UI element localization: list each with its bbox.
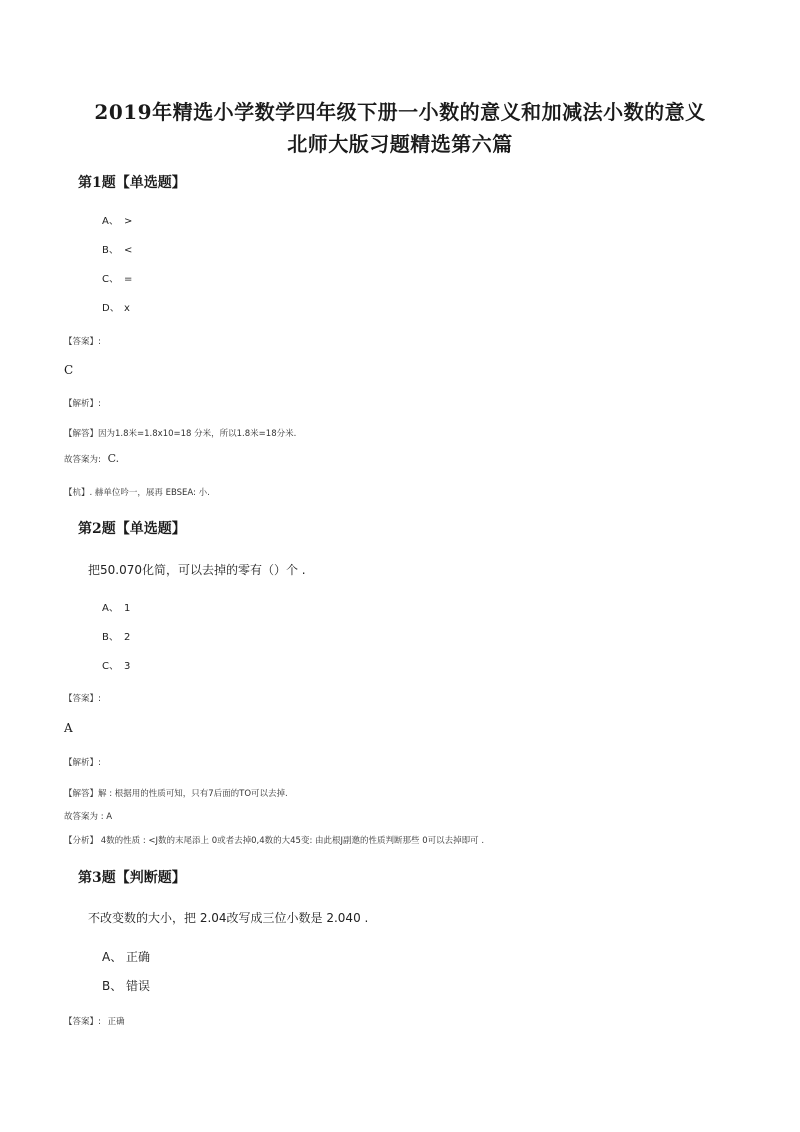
q2-option-a[interactable] <box>102 599 130 614</box>
q2-option-a-text: 1 <box>124 603 131 614</box>
q1-note: 【杭】. 赫单位吟一，展再 EBSEA: 小. <box>64 488 210 498</box>
q2-option-c[interactable] <box>102 657 130 672</box>
q1-option-d[interactable] <box>102 299 130 314</box>
q1-header: 第1题【单选题】 <box>78 175 186 191</box>
q1-conclusion-value: C. <box>107 452 120 465</box>
q2-stem: 把50.070化简，可以去掉的零有（）个 . <box>88 563 306 577</box>
q2-option-b-label: B、 <box>102 632 119 643</box>
q2-option-b-text: 2 <box>124 632 131 643</box>
q3-answer-row <box>64 1015 125 1027</box>
q3-option-b-label: B、 <box>102 979 123 993</box>
q1-option-b-text: < <box>124 245 133 256</box>
q2-solution: 【解答】解 : 根据用的性质可知，只有7后面的TO可以去掉. <box>64 789 288 799</box>
q1-conclusion-prefix: 故答案为: <box>64 455 101 465</box>
q2-option-c-label: C、 <box>102 661 119 672</box>
q3-option-a[interactable] <box>102 948 150 965</box>
q1-option-b[interactable] <box>102 241 132 256</box>
q1-solution: 【解答】因为1.8米=1.8x10=18 分米，所以1.8米=18分米. <box>64 429 297 439</box>
q1-option-c-text: = <box>124 274 133 285</box>
q2-note: 【分析】 4数的性质 : <J数的末尾添上 0或者去掉0,4数的大45变: 由此根J副邀的性质判断那些 0可以去掉即可 . <box>64 836 485 846</box>
q2-answer-label: 【答案】: <box>64 694 101 704</box>
q3-answer: 正确 <box>107 1017 125 1027</box>
q1-option-d-text: x <box>124 303 130 314</box>
q1-analysis-label: 【解析】: <box>64 399 101 409</box>
q3-option-b[interactable] <box>102 977 150 994</box>
q1-option-a[interactable] <box>102 212 132 227</box>
q1-option-a-text: > <box>124 216 133 227</box>
q3-option-a-label: A、 <box>102 950 123 964</box>
q3-stem: 不改变数的大小，把 2.04改写成三位小数是 2.040 . <box>88 911 369 925</box>
q3-option-b-text: 错误 <box>126 979 151 993</box>
q2-header: 第2题【单选题】 <box>78 521 186 537</box>
q1-answer: C <box>64 363 74 377</box>
q2-conclusion: 故答案为 : A <box>64 812 113 822</box>
q1-answer-label: 【答案】: <box>64 337 101 347</box>
q1-conclusion <box>64 452 119 465</box>
q2-analysis-label: 【解析】: <box>64 758 101 768</box>
q1-option-a-label: A、 <box>102 216 119 227</box>
q1-option-c-label: C、 <box>102 274 119 285</box>
page-title-line1: 2019年精选小学数学四年级下册一小数的意义和加减法小数的意义 <box>94 100 706 124</box>
q3-header: 第3题【判断题】 <box>78 870 186 886</box>
q3-answer-label: 【答案】: <box>64 1017 101 1027</box>
q2-option-b[interactable] <box>102 628 130 643</box>
q2-option-c-text: 3 <box>124 661 131 672</box>
q2-answer: A <box>64 721 73 735</box>
q1-option-d-label: D、 <box>102 303 120 314</box>
q1-option-c[interactable] <box>102 270 132 285</box>
q2-option-a-label: A、 <box>102 603 119 614</box>
page-title-line2: 北师大版习题精选第六篇 <box>287 132 513 156</box>
q3-option-a-text: 正确 <box>126 950 151 964</box>
q1-option-b-label: B、 <box>102 245 119 256</box>
